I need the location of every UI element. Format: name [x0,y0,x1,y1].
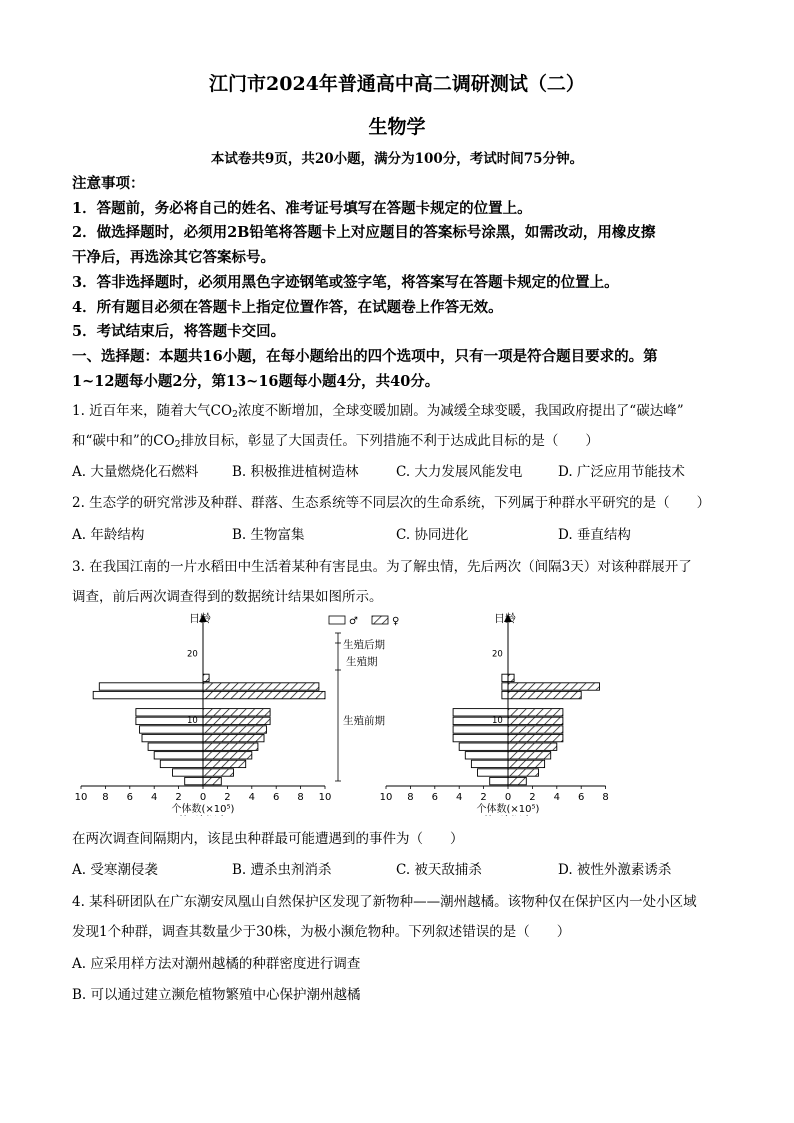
q4-option-a: A. 应采用样方法对潮州越橘的种群密度进行调查 [72,956,361,972]
x-tick-label: 4 [553,792,560,803]
female-bar [203,734,264,741]
note-item: 3．答非选择题时，必须用黑色字迹钢笔或签字笔，将答案写在答题卡规定的位置上。 [72,274,619,291]
x-tick-label: 6 [273,792,280,803]
note-item: 1．答题前，务必将自己的姓名、准考证号填写在答题卡规定的位置上。 [72,200,532,217]
x-tick-label: 6 [431,792,438,803]
legend-male-label: ♂ [349,616,358,627]
note-item: 2．做选择题时，必须用2B铅笔将答题卡上对应题目的答案标号涂黑，如需改动，用橡皮擦 [72,224,656,241]
stage-brackets [335,633,385,781]
female-bar [508,734,563,741]
male-bar [465,752,508,759]
q1-stem-line1: 1. 近百年来，随着大气$CO_2$浓度不断增加，全球变暖加剧。为减缓全球变暖，我国政府提出了“碳达峰” [72,403,684,420]
x-tick-label: 2 [175,792,182,803]
x-tick-label: 8 [102,792,109,803]
x-tick-label: 2 [529,792,536,803]
female-bar [508,743,557,750]
female-bar [203,752,252,759]
x-tick-label: 2 [480,792,487,803]
q2-option-b: B. 生物富集 [232,527,305,543]
male-bar [99,683,203,690]
x-tick-label: 8 [407,792,414,803]
female-bar [508,726,563,733]
q2-option-c: C. 协同进化 [396,527,469,543]
pyramid-chart-1 [75,606,332,816]
female-bar [203,777,221,784]
y-tick-label: 10 [187,715,198,726]
notes-heading: 注意事项： [72,175,145,192]
note-item: 4．所有题目必须在答题卡上指定位置作答，在试题卷上作答无效。 [72,299,503,316]
section-heading-cont: 1~12题每小题2分，第13~16题每小题4分，共40分。 [72,373,440,390]
x-tick-label: 10 [379,792,393,803]
q4-option-b: B. 可以通过建立濒危植物繁殖中心保护潮州越橘 [72,987,361,1003]
x-tick-label: 0 [504,792,512,803]
stage-label-pre: 生殖前期 [343,715,385,727]
x-tick-label: 4 [248,792,255,803]
female-bar [508,752,551,759]
x-tick-label: 6 [126,792,133,803]
male-bar [142,734,203,741]
exam-title: 江门市2024年普通高中高二调研测试（二） [209,73,585,95]
q4-stem-line1: 4. 某科研团队在广东潮安凤凰山自然保护区发现了新物种——潮州越橘。该物种仅在保护区内一处小区域 [72,894,697,910]
x-tick-label: 4 [456,792,463,803]
note-item: 干净后，再选涂其它答案标号。 [72,249,275,266]
chart-legend [329,616,399,627]
y-tick-label: 20 [492,649,503,660]
x-tick-label: 10 [74,792,88,803]
x-tick-label: 4 [151,792,158,803]
female-bar [203,769,234,776]
x-axis-label: 个体数(×10⁵) [476,804,540,815]
q2-stem: 2. 生态学的研究常涉及种群、群落、生态系统等不同层次的生命系统，下列属于种群水平研究的是（ ） [72,495,711,511]
male-bar [490,777,508,784]
y-axis-label: 日龄 [189,612,211,625]
female-bar [508,769,539,776]
male-bar [148,743,203,750]
y-axis-label: 日龄 [494,612,516,625]
female-bar [203,709,270,716]
male-bar [173,769,204,776]
pyramid-chart-2 [380,606,609,816]
x-tick-label: 0 [199,792,207,803]
female-bar [508,717,563,724]
male-bar [502,683,508,690]
male-bar [93,691,203,698]
exam-info: 本试卷共9页，共20小题，满分为100分，考试时间75分钟。 [210,151,584,167]
y-tick-label: 10 [492,715,503,726]
chart-caption [179,814,228,816]
female-bar [203,743,258,750]
q3-stem-line2: 调查，前后两次调查得到的数据统计结果如图所示。 [72,589,383,605]
male-bar [453,734,508,741]
female-bar [203,683,319,690]
q3-stem-line1: 3. 在我国江南的一片水稻田中生活着某种有害昆虫。为了解虫情，先后两次（间隔3天）对该种群展开了 [72,559,692,575]
q3-option-a: A. 受寒潮侵袭 [72,862,158,878]
x-tick-label: 8 [297,792,304,803]
q1-option-d: D. 广泛应用节能技术 [558,464,685,480]
female-bar [508,760,545,767]
x-tick-label: 8 [602,792,609,803]
q4-stem-line2: 发现1个种群，调查其数量少于30株，为极小濒危物种。下列叙述错误的是（ ） [72,924,571,940]
subject-title: 生物学 [368,116,426,138]
x-tick-label: 6 [578,792,585,803]
female-bar [203,691,325,698]
female-bar [508,777,526,784]
female-bar [203,717,270,724]
q3-option-d: D. 被性外激素诱杀 [558,862,672,878]
male-bar [185,777,203,784]
legend-female-swatch [372,616,388,624]
male-bar [140,726,203,733]
female-bar [203,760,246,767]
age-pyramid-figure [60,606,740,816]
female-bar [203,726,266,733]
male-bar [453,726,508,733]
female-bar [203,674,209,681]
female-bar [508,683,600,690]
section-heading: 一、选择题：本题共16小题，在每小题给出的四个选项中，只有一项是符合题目要求的。第 [72,348,658,365]
q1-option-b: B. 积极推进植树造林 [232,464,359,480]
stage-label-repro: 生殖期 [346,656,378,668]
q3-option-b: B. 遭杀虫剂消杀 [232,862,332,878]
female-bar [508,709,563,716]
x-axis-label: 个体数(×10⁵) [171,804,235,815]
q1-option-a: A. 大量燃烧化石燃料 [72,464,199,480]
male-bar [160,760,203,767]
note-item: 5．考试结束后，将答题卡交回。 [72,323,286,340]
y-tick-label: 20 [187,649,198,660]
q1-stem-line2: 和“碳中和”的$CO_2$排放目标，彰显了大国责任。下列措施不利于达成此目标的是（ ） [72,433,599,450]
male-bar [459,743,508,750]
male-bar [502,674,508,681]
q2-option-d: D. 垂直结构 [558,527,631,543]
female-bar [508,674,514,681]
legend-male-swatch [329,616,345,624]
q1-option-c: C. 大力发展风能发电 [396,464,523,480]
stage-label-post: 生殖后期 [343,639,385,651]
x-tick-label: 10 [318,792,332,803]
male-bar [502,691,508,698]
x-tick-label: 2 [224,792,231,803]
chart-caption [484,814,533,816]
q2-option-a: A. 年龄结构 [72,527,145,543]
male-bar [478,769,509,776]
legend-female-label: ♀ [392,616,400,627]
male-bar [154,752,203,759]
male-bar [471,760,508,767]
q3-question: 在两次调查间隔期内，该昆虫种群最可能遭遇到的事件为（ ） [72,831,464,847]
q3-option-c: C. 被天敌捕杀 [396,862,482,878]
female-bar [508,691,581,698]
